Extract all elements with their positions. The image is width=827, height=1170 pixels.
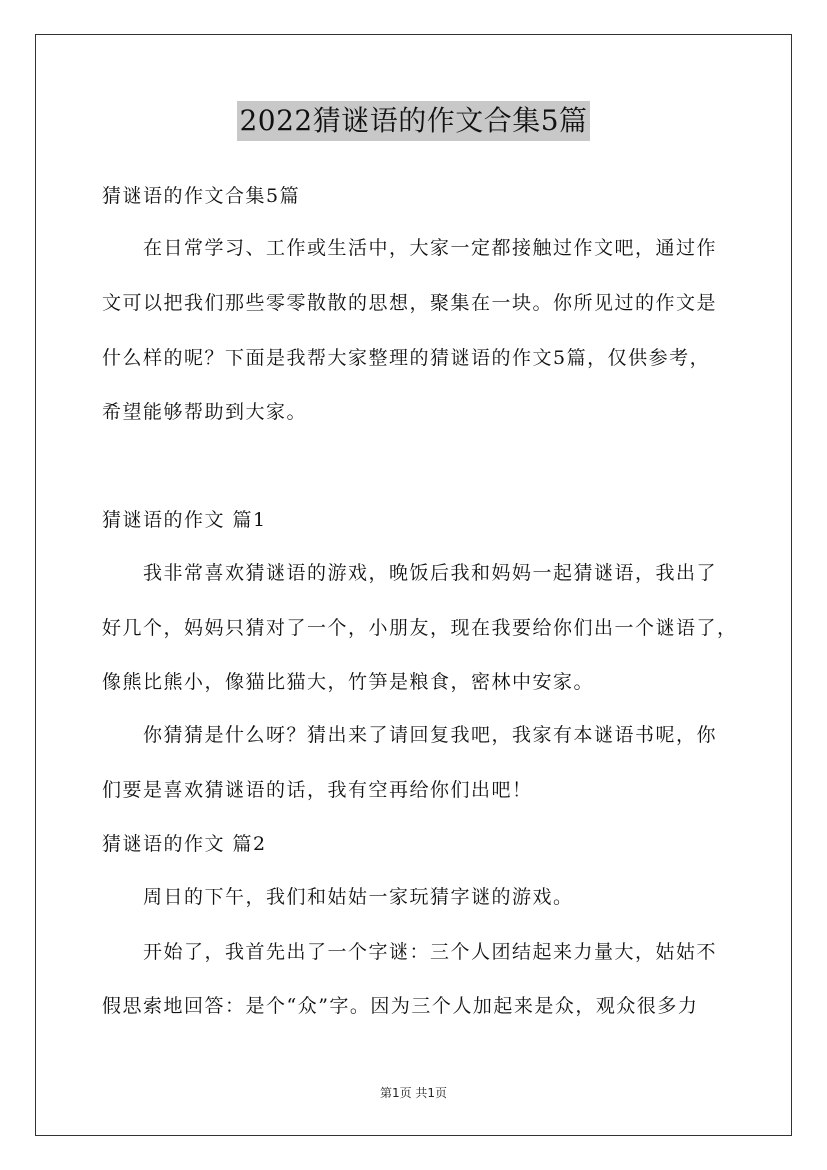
paragraph-line: 们要是喜欢猜谜语的话，我有空再给你们出吧！: [102, 779, 533, 801]
paragraph-line: 好几个，妈妈只猜对了一个，小朋友，现在我要给你们出一个谜语了，: [102, 617, 738, 639]
page-footer: 第1页 共1页: [379, 1086, 448, 1100]
paragraph-line: 假思索地回答：是个“众”字。因为三个人加起来是众，观众很多力: [102, 995, 699, 1017]
paragraph-line: 我非常喜欢猜谜语的游戏，晚饭后我和妈妈一起猜谜语，我出了: [143, 562, 718, 584]
paragraph-line: 你猜猜是什么呀？猜出来了请回复我吧，我家有本谜语书呢，你: [143, 724, 718, 746]
paragraph-line: 开始了，我首先出了一个字谜：三个人团结起来力量大，姑姑不: [143, 941, 718, 963]
paragraph-line: 什么样的呢？下面是我帮大家整理的猜谜语的作文5篇，仅供参考，: [102, 347, 711, 369]
paragraph-line: 在日常学习、工作或生活中，大家一定都接触过作文吧，通过作: [143, 237, 718, 259]
section-heading-1: 猜谜语的作文 篇1: [102, 509, 267, 531]
paragraph-line: 周日的下午，我们和姑姑一家玩猜字谜的游戏。: [143, 886, 574, 908]
document-title: 2022猜谜语的作文合集5篇: [237, 101, 589, 141]
paragraph-line: 像熊比熊小，像猫比猫大，竹笋是粮食，密林中安家。: [102, 671, 595, 693]
document-subtitle: 猜谜语的作文合集5篇: [102, 185, 301, 207]
paragraph-line: 文可以把我们那些零零散散的思想，聚集在一块。你所见过的作文是: [102, 292, 718, 314]
section-heading-2: 猜谜语的作文 篇2: [102, 833, 267, 855]
paragraph-line: 希望能够帮助到大家。: [102, 401, 308, 423]
title-container: [0, 101, 827, 141]
